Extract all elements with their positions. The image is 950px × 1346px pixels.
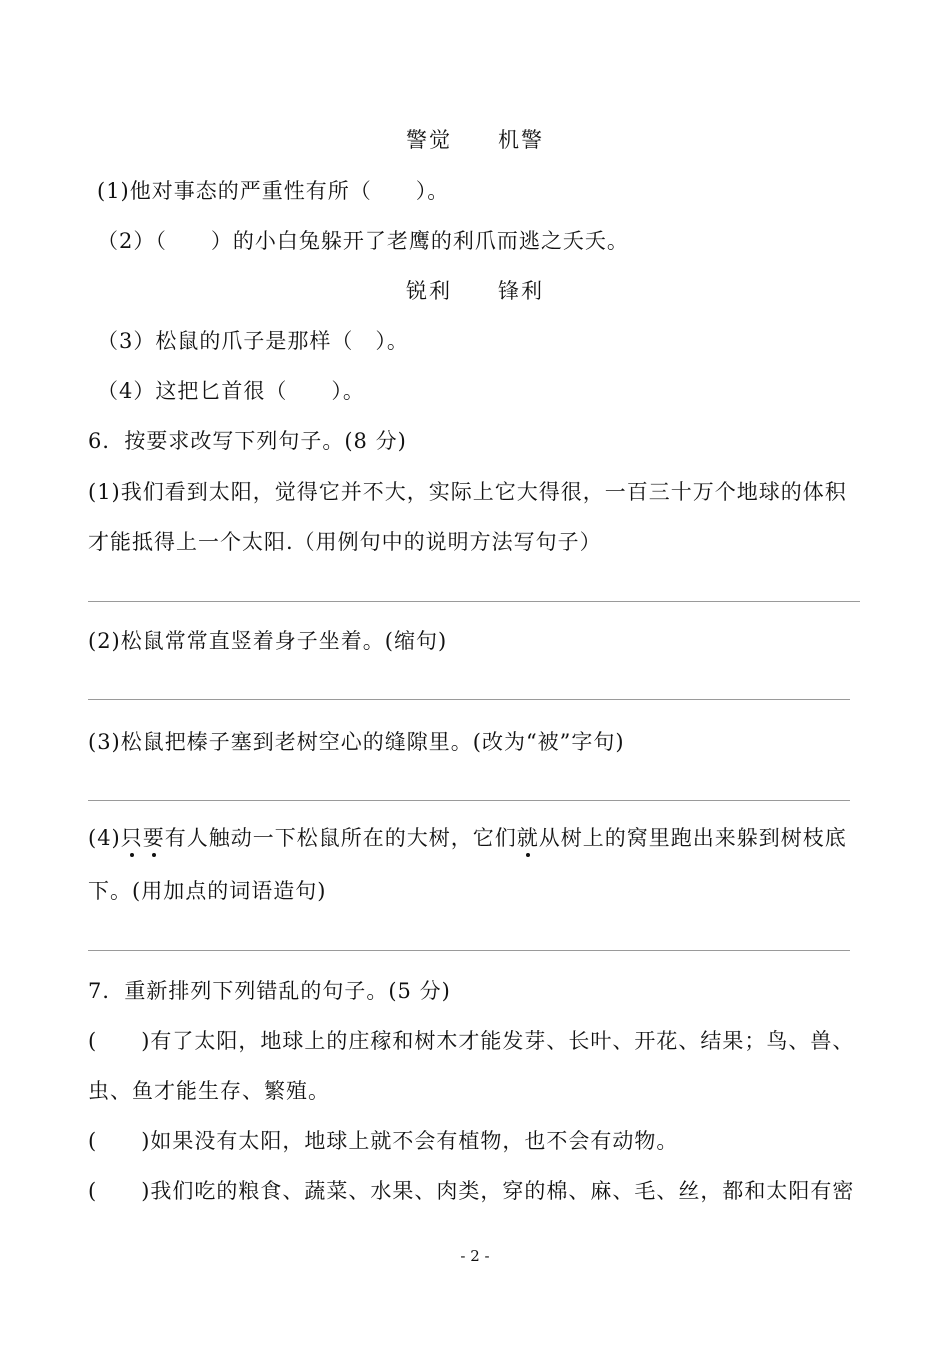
word-ruili: 锐利 <box>406 279 452 303</box>
s6-item4-prefix: (4) <box>88 826 121 850</box>
question-1: (1)他对事态的严重性有所（ ）。 <box>97 179 450 203</box>
s6-item2: (2)松鼠常常直竖着身子坐着。(缩句) <box>88 629 448 653</box>
page-number: - 2 - <box>460 1247 490 1265</box>
answer-line-3 <box>88 800 850 801</box>
word-group-heading-1 <box>0 125 950 155</box>
s6-item1-line1: (1)我们看到太阳，觉得它并不大，实际上它大得很，一百三十万个地球的体积 <box>88 480 847 504</box>
question-4: （4）这把匕首很（ ）。 <box>97 379 365 403</box>
s6-item4-line1 <box>88 823 847 853</box>
dotted-char-yao: 要 <box>143 823 165 853</box>
s7-sentence3: ( )我们吃的粮食、蔬菜、水果、肉类，穿的棉、麻、毛、丝，都和太阳有密 <box>88 1179 855 1203</box>
dotted-char-zhi: 只 <box>121 823 143 853</box>
word-group-heading-2 <box>0 276 950 306</box>
s6-item4-line2: 下。(用加点的词语造句) <box>88 879 327 903</box>
s7-sentence1-line1: ( )有了太阳，地球上的庄稼和树木才能发芽、长叶、开花、结果；鸟、兽、 <box>88 1029 855 1053</box>
s7-sentence2: ( )如果没有太阳，地球上就不会有植物，也不会有动物。 <box>88 1129 679 1153</box>
s6-item4-rest: 从树上的窝里跑出来躲到树枝底 <box>538 826 847 850</box>
word-jingjue: 警觉 <box>406 128 452 152</box>
s6-item1-line2: 才能抵得上一个太阳.（用例句中的说明方法写句子） <box>88 530 602 554</box>
section-7-title: 7．重新排列下列错乱的句子。(5 分) <box>88 979 451 1003</box>
dotted-char-jiu: 就 <box>517 823 539 853</box>
s6-item4-middle: 有人触动一下松鼠所在的大树，它们 <box>164 826 517 850</box>
question-2: （2）（ ）的小白兔躲开了老鹰的利爪而逃之夭夭。 <box>97 229 629 253</box>
question-3: （3）松鼠的爪子是那样（ ）。 <box>97 329 409 353</box>
s7-sentence1-line2: 虫、鱼才能生存、繁殖。 <box>88 1079 330 1103</box>
answer-line-2 <box>88 699 850 700</box>
word-fengli: 锋利 <box>498 279 544 303</box>
section-6-title: 6．按要求改写下列句子。(8 分) <box>88 429 407 453</box>
word-jijing: 机警 <box>498 128 544 152</box>
s6-item3: (3)松鼠把榛子塞到老树空心的缝隙里。(改为“被”字句) <box>88 730 625 754</box>
answer-line-4 <box>88 950 850 951</box>
answer-line-1 <box>88 601 860 602</box>
